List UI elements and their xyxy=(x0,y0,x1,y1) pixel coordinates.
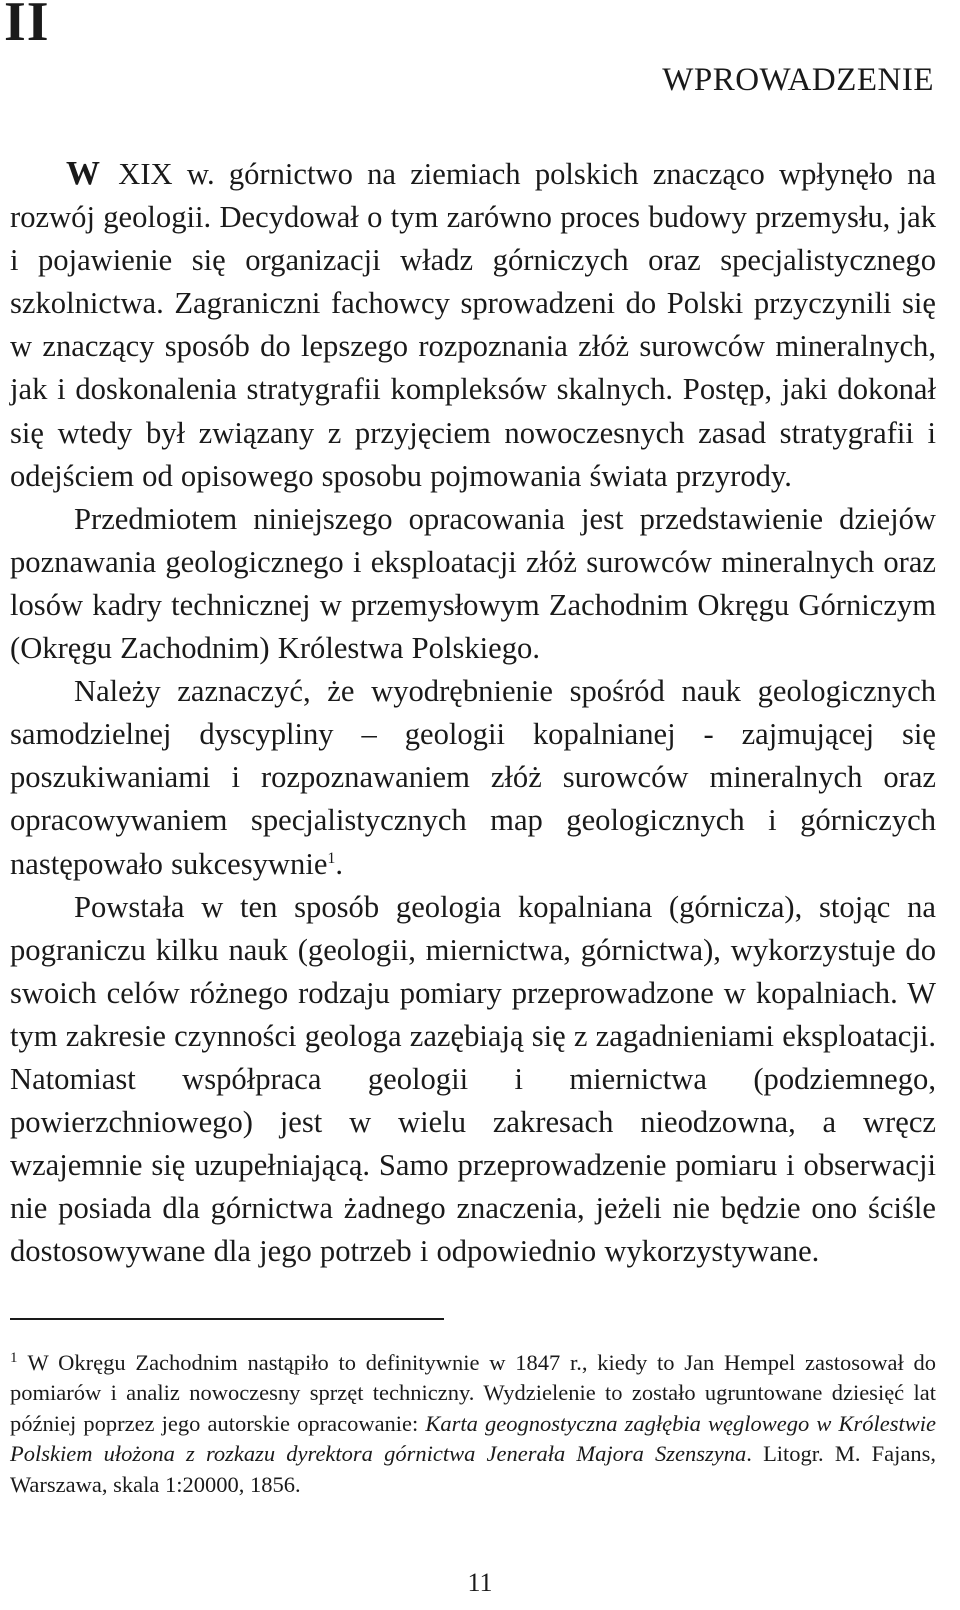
paragraph-1 xyxy=(10,152,936,498)
footnote-reference[interactable]: 1 xyxy=(327,849,336,867)
page-number: 11 xyxy=(467,1568,493,1597)
paragraph-1-text: XIX w. górnictwo na ziemiach polskich znacząco wpłynęło na rozwój geologii. Decydował o tym zarówno proces budowy przemysłu, jak i pojawienie się organizacji władz górniczych oraz specjalistycznego szkolnictwa. Zagraniczni fachowcy sprowadzeni do Polski przyczynili się w znaczący sposób do lepszego rozpoznania złóż surowców mineralnych, jak i doskonalenia stratygrafii kompleksów skalnych. Postęp, jaki dokonał się wtedy był związany z przyjęciem nowoczesnych zasad stratygrafii i odejściem od opisowego sposobu pojmowania świata przyrody. xyxy=(10,157,936,493)
paragraph-4: Powstała w ten sposób geologia kopalniana (górnicza), stojąc na pograniczu kilku nauk (geologii, miernictwa, górnictwa), wykorzystuje do swoich celów różnego rodzaju pomiary przeprowadzone w kopalniach. W tym zakresie czynności geologa zazębiają się z zagadnieniami eksploatacji. Natomiast współpraca geologii i miernictwa (podziemnego, powierzchniowego) jest w wielu zakresach nieodzowna, a wręcz wzajemnie się uzupełniającą. Samo przeprowadzenie pomiaru i obserwacji nie posiada dla górnictwa żadnego znaczenia, jeżeli nie będzie ono ściśle dostosowywane dla jego potrzeb i odpowiednio wykorzystywane. xyxy=(10,889,936,1269)
paragraph-2: Przedmiotem niniejszego opracowania jest przedstawienie dziejów poznawania geologicznego i eksploatacji złóż surowców mineralnych oraz losów kadry technicznej w przemysłowym Zachodnim Okręgu Górniczym (Okręgu Zachodnim) Królestwa Polskiego. xyxy=(10,501,936,666)
main-text xyxy=(10,152,936,1273)
paragraph-3-text: Należy zaznaczyć, że wyodrębnienie spośród nauk geologicznych samodzielnej dyscypliny – geologii kopalnianej - zajmującej się poszukiwaniami i rozpoznawaniem złóż surowców mineralnych oraz opracowywaniem specjalistycznych map geologicznych i górniczych następowało sukcesywnie xyxy=(10,674,936,881)
footnote-divider xyxy=(10,1318,444,1320)
footnote-text: W Okręgu Zachodnim nastąpiło to definitywnie w 1847 r., kiedy to Jan Hempel zastosował do pomiarów i analiz nowoczesny sprzęt techniczny. Wydzielenie to zostało ugruntowane dziesięć lat później poprzez jego autorskie opracowanie: xyxy=(10,1350,936,1436)
paragraph-3-end: . xyxy=(335,846,344,881)
footnote-text-tail: . Litogr. M. Fajans, Warszawa, skala 1:20000, 1856. xyxy=(10,1441,937,1497)
initial-letter: W xyxy=(66,155,100,192)
paragraph-3 xyxy=(10,670,936,885)
footnote xyxy=(10,1348,936,1500)
chapter-title: WPROWADZENIE xyxy=(662,62,934,98)
footnote-cited-title: Karta geognostyczna zagłębia węglowego w Królestwie Polskiem ułożona z rozkazu dyrektora górnictwa Jenerała Majora Szenszyna xyxy=(10,1410,936,1467)
footnote-number: 1 xyxy=(10,1349,18,1366)
chapter-number: II xyxy=(4,0,50,53)
